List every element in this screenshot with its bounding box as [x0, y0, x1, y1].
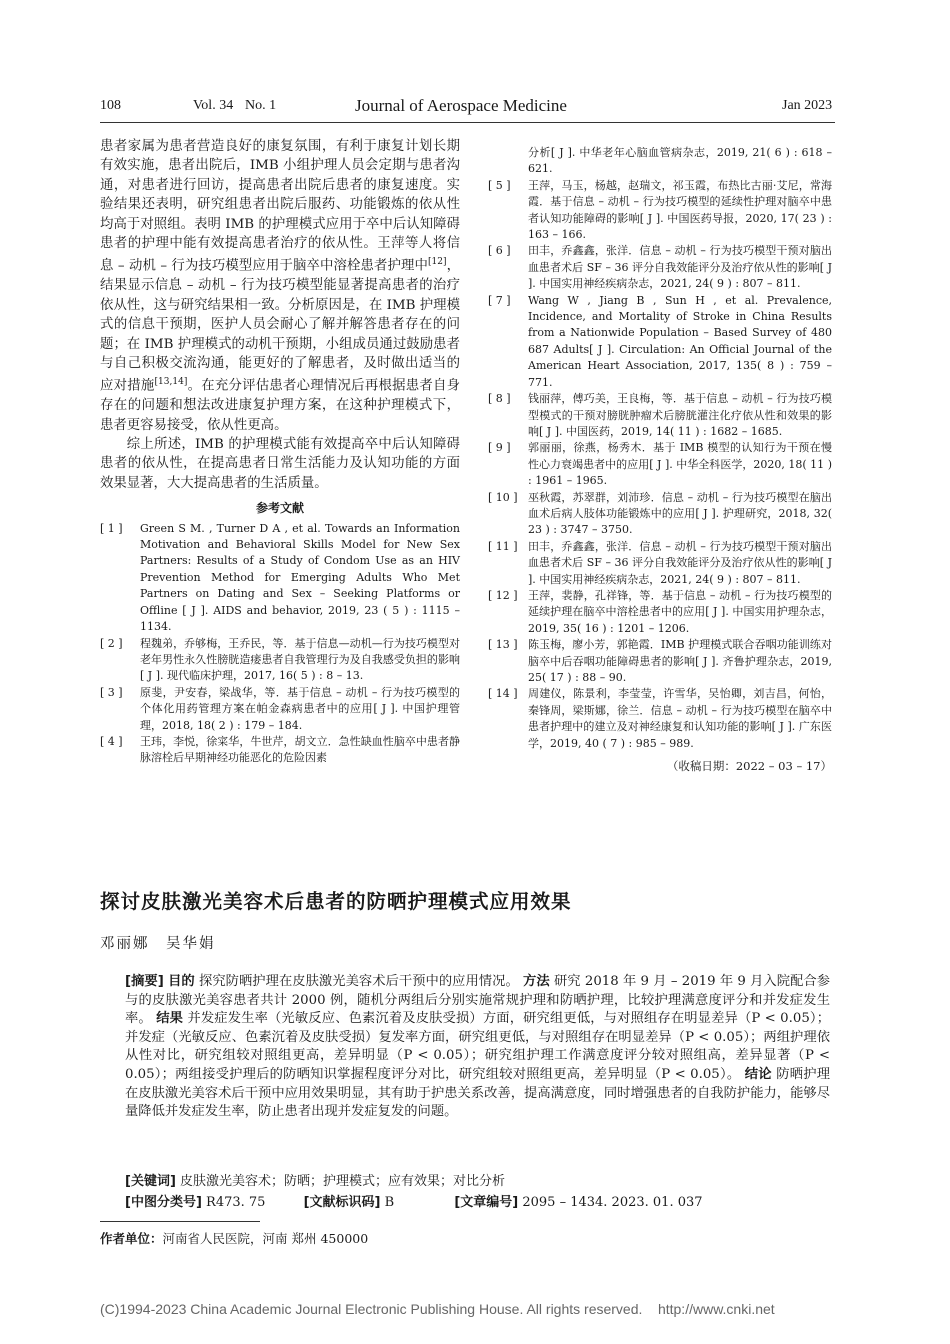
reference-item: [ 13 ] 陈玉梅，廖小芳，郭艳霞．IMB 护理模式联合吞咽功能训练对脑卒中后吞咽功能障碍患者的影响[ J ]. 齐鲁护理杂志，2019, 25( 17 ) : 88 – 90. — [488, 638, 832, 684]
affiliation-text: 河南省人民医院，河南 郑州 450000 — [162, 1231, 369, 1246]
reference-item: [ 1 ] Green S M. , Turner D A , et al. Towards an Information Motivation and Behavioral Skills Model for New Sex Partners: Results of a Study of Condom Use as an HIV Prevention Method for Emerging Adults Who Met Partners on Dating and Sex – Seeking Platforms or Offline [ J ]. AIDS and behavior, 2019, 23 ( 5 ) : 1115 – 1134. — [100, 521, 460, 634]
purpose-text: 探究防晒护理在皮肤激光美容术后干预中的应用情况。 — [199, 974, 519, 989]
reference-item: [ 11 ] 田丰，乔鑫鑫，张洋．信息 – 动机 – 行为技巧模型干预对脑出血患者术后 SF – 36 评分自我效能评分及治疗依从性的影响[ J ]. 中国实用神经疾病杂志，2021, 24( 9 ) : 807 – 811. — [488, 539, 832, 586]
footnote-rule — [100, 1221, 260, 1222]
doc-code-label: [文献标识码] — [303, 1195, 381, 1210]
reference-item: [ 6 ] 田丰，乔鑫鑫，张洋．信息 – 动机 – 行为技巧模型干预对脑出血患者术后 SF – 36 评分自我效能评分及治疗依从性的影响[ J ]. 中国实用神经疾病杂志，2021, 24( 9 ) : 807 – 811. — [488, 244, 832, 291]
clc-value: R473. 75 — [206, 1195, 266, 1210]
reference-item: [ 2 ] 程魏弟，乔够梅，王乔民，等．基于信息—动机—行为技巧模型对老年男性永久性膀胱造瘘患者自我管理行为及自我感受负担的影响[ J ]. 现代临床护理，2017, 16( 5 ) : 8 – 13. — [100, 636, 460, 683]
doc-code-value: B — [384, 1195, 395, 1210]
citation: [12] — [428, 257, 447, 268]
classification-line — [125, 1191, 830, 1210]
body-paragraph: 综上所述，IMB 的护理模式能有效提高卒中后认知障碍患者的依从性，在提高患者日常生活能力及认知功能的方面效果显著，大大提高患者的生活质量。 — [100, 437, 460, 491]
clc-label: [中图分类号] — [125, 1195, 202, 1210]
article-number-value: 2095 – 1434. 2023. 01. 037 — [522, 1195, 703, 1210]
reference-item: [ 4 ] 王玮，李悦，徐寀华，牛世芹，胡文立．急性缺血性脑卒中患者静脉溶栓后早期神经功能恶化的危险因素 — [100, 734, 460, 765]
author-affiliation — [100, 1229, 368, 1247]
journal-name: Journal of Aerospace Medicine — [355, 96, 567, 115]
reference-item: [ 7 ] Wang W , Jiang B , Sun H , et al. Prevalence, Incidence, and Mortality of Stroke in China Results from a Nationwide Population – Based Survey of 480 687 Adults[ J ]. Circulation: An Official Journal of the American Heart Association, 2017, 135( 8 ) : 759 – 771. — [488, 293, 832, 389]
header-rule — [100, 122, 835, 123]
citation: [13,14] — [154, 377, 188, 388]
reference-list — [100, 521, 460, 767]
reference-item: [ 8 ] 钱丽萍，傅巧美，王良梅，等．基于信息 – 动机 – 行为技巧模型模式的干预对膀胱肿瘤术后膀胱灌注化疗依从性和效果的影响[ J ]. 中国医药，2019, 14( 11 ) : 1682 – 1685. — [488, 392, 832, 438]
reference-item: [ 14 ] 周建仪，陈景利，李莹莹，许雪华，吴怡卿，刘吉昌，何怡，秦锋周，梁斯娜，徐兰．信息 – 动机 – 行为技巧模型在脑卒中患者护理中的建立及对神经康复和认知功能的影响[ J ]. 广东医学，2019, 40 ( 7 ) : 985 – 989. — [488, 687, 832, 750]
volume: Vol. 34 — [193, 98, 234, 113]
received-date: （收稿日期：2022 – 03 – 17） — [666, 759, 832, 774]
copyright-footer: (C)1994-2023 China Academic Journal Electronic Publishing House. All rights reserved. http://www.cnki.net — [100, 1301, 775, 1317]
keywords-line — [125, 1170, 830, 1189]
body-paragraph: 患者家属为患者营造良好的康复氛围，有利于康复计划长期有效实施，患者出院后，IMB 小组护理人员会定期与患者沟通，对患者进行回访，提高患者出院后患者的康复速度。实验结果还表明，研究组患者出院后服药、功能锻炼的依从性均高于对照组。表明 IMB 的护理模式应用于卒中后认知障碍患者的护理中能有效提高患者治疗的依从性。王萍等人将信息 – 动机 – 行为技巧模型应用于脑卒中溶栓患者护理中[12]，结果显示信息 – 动机 – 行为技巧模型能显著提高患者的治疗依从性，这与研究结果相一致。分析原因是，在 IMB 护理模式的信息干预期，医护人员会耐心了解并解答患者存在的问题；在 IMB 护理模式的动机干预期，小组成员通过鼓励患者与自己积极交流沟通，能更好的了解患者，及时做出适当的应对措施[13,14]。在充分评估患者心理情况后再根据患者自身存在的问题和想法改进康复护理方案，在这种护理模式下，患者更容易接受，依从性更高。 — [100, 139, 461, 433]
result-text: 并发症发生率（光敏反应、色素沉着及皮肤受损）方面，研究组更低，与对照组存在明显差异（P < 0.05）；并发症（光敏反应、色素沉着及皮肤受损）复发率方面，研究组更低，与对照组存在明显差异（P < 0.05）；两组护理依从性对比，研究组较对照组更高，差异明显（P < 0.05）；研究组护理工作满意度评分较对照组高，差异显著（P < 0.05）；两组接受护理后的防晒知识掌握程度评分对比，研究组较对照组更高，差异明显（P < 0.05）。 — [125, 1011, 830, 1082]
reference-continuation: 分析[ J ]. 中华老年心脑血管病杂志，2019, 21( 6 ) : 618 – 621. — [528, 146, 832, 176]
article-authors: 邓丽娜 吴华娟 — [100, 936, 216, 952]
abstract-label: [摘要] — [125, 974, 164, 989]
reference-item: [ 9 ] 郭丽丽，徐燕，杨秀木．基于 IMB 模型的认知行为干预在慢性心力衰竭患者中的应用[ J ]. 中华全科医学，2020, 18( 11 ) : 1961 – 1965. — [488, 441, 832, 488]
reference-item: [ 3 ] 原斐，尹安春，梁战华，等．基于信息 – 动机 – 行为技巧模型的个体化用药管理方案在帕金森病患者中的应用[ J ]. 中国护理管理，2018, 18( 2 ) : 179 – 184. — [100, 685, 460, 732]
reference-item: [ 10 ] 巫秋霞，苏翠群，刘沛珍．信息 – 动机 – 行为技巧模型在脑出血术后病人肢体功能锻炼中的应用[ J ]. 护理研究，2018, 32( 23 ) : 3747 – 3750. — [488, 490, 832, 537]
keywords-text: 皮肤激光美容术；防晒；护理模式；应有效果；对比分析 — [180, 1174, 506, 1189]
left-column — [100, 137, 460, 767]
references-heading: 参考文献 — [255, 501, 304, 516]
conclusion-label: 结论 — [744, 1066, 772, 1082]
method-text: 研究 2018 年 9 月 – 2019 年 9 月入院配合参与的皮肤激光美容患者共计 2000 例，随机分两组后分别实施常规护理和防晒护理，比较护理满意度评分和并发症发生率。 — [125, 974, 831, 1027]
reference-item: [ 12 ] 王萍，裴静，孔祥锋，等．基于信息 – 动机 – 行为技巧模型的延续护理在脑卒中溶栓患者中的应用[ J ]. 中国实用护理杂志，2019, 35( 16 ) : 1201 – 1206. — [488, 588, 832, 635]
result-label: 结果 — [156, 1011, 184, 1027]
issue-date: Jan 2023 — [782, 98, 833, 113]
reference-item: [ 5 ] 王萍，马玉，杨越，赵瑞文，祁玉霞，布热比古丽·艾尼，常海霞．基于信息 – 动机 – 行为技巧模型的延续性护理对脑卒中患者认知功能障碍的影响[ J ]. 中国医药导报，2020, 17( 23 ) : 163 – 166. — [488, 178, 832, 242]
article-number-label: [文章编号] — [454, 1195, 519, 1210]
method-label: 方法 — [523, 974, 550, 989]
article-title: 探讨皮肤激光美容术后患者的防晒护理模式应用效果 — [100, 890, 572, 913]
right-column — [488, 145, 832, 774]
purpose-label: 目的 — [168, 974, 195, 989]
keywords-label: [关键词] — [125, 1174, 176, 1189]
affiliation-label: 作者单位： — [100, 1231, 163, 1246]
abstract — [125, 973, 830, 1122]
conclusion-text: 防晒护理在皮肤激光美容术后干预中应用效果明显，其有助于护患关系改善，提高满意度，同时增强患者的自我防护能力，能够尽量降低并发症发生率，防止患者出现并发症复发的问题。 — [125, 1066, 831, 1120]
issue: No. 1 — [245, 98, 277, 113]
page-number: 108 — [100, 98, 121, 113]
